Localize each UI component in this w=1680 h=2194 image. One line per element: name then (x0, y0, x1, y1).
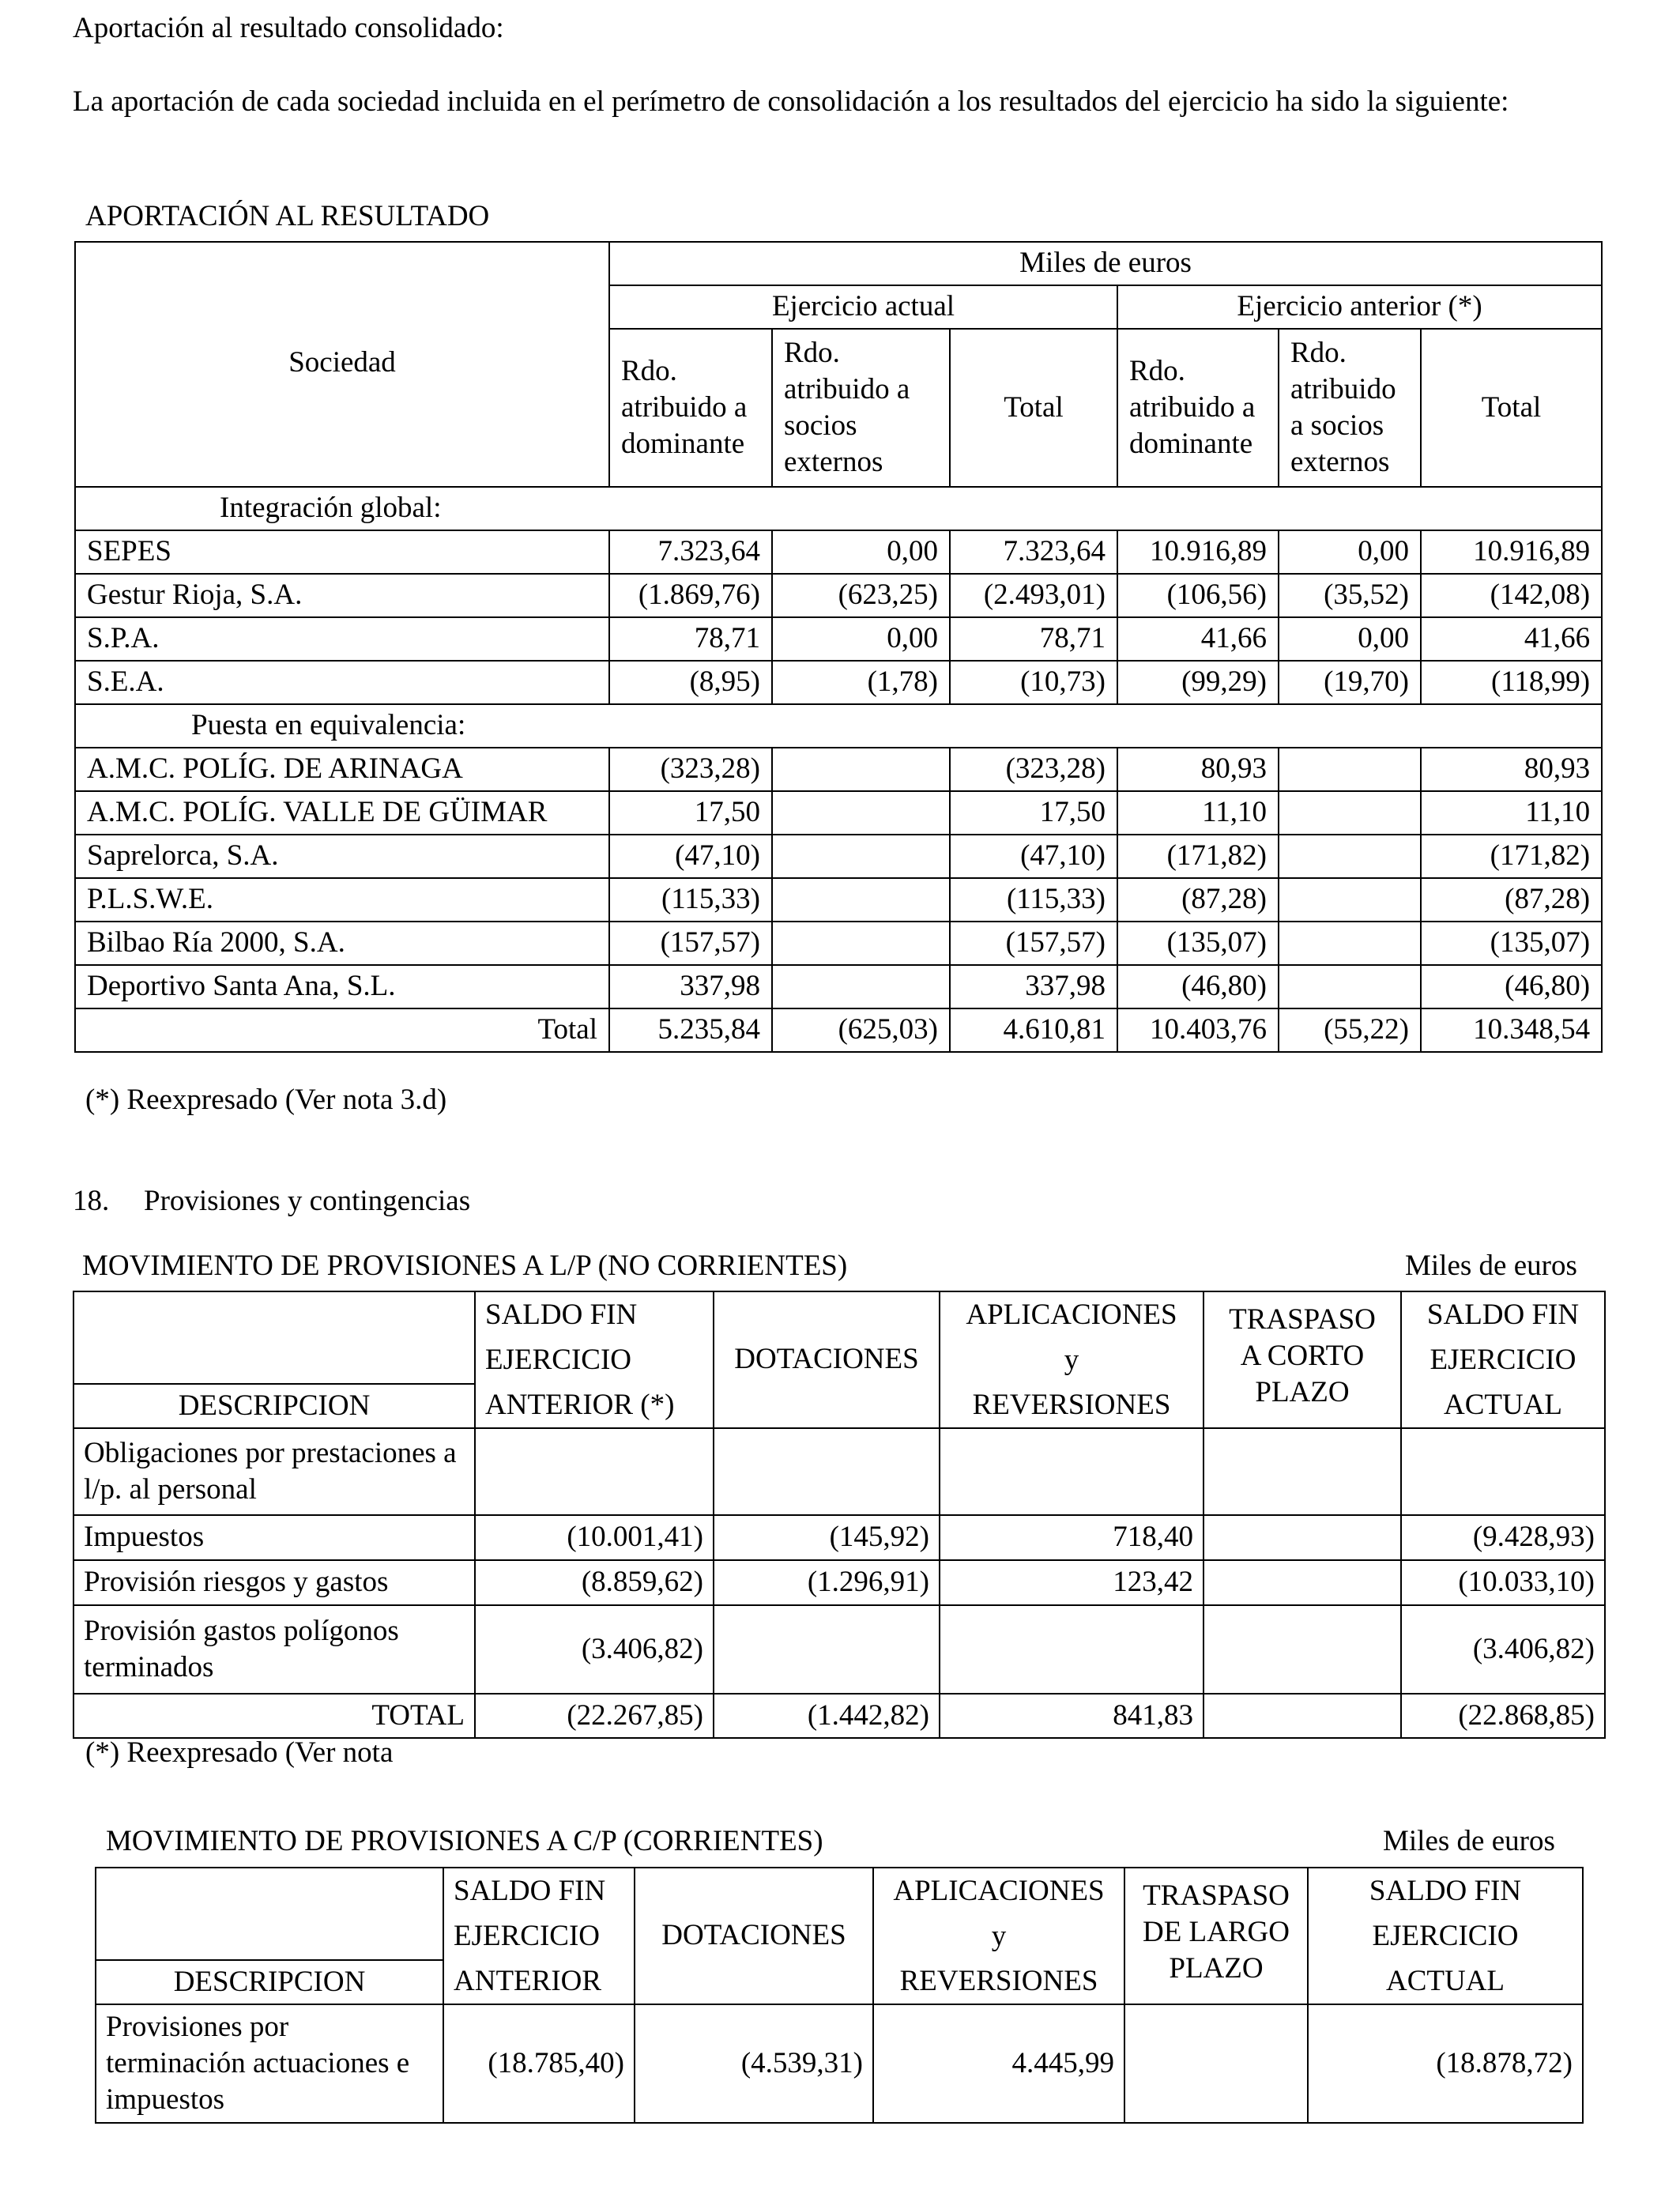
cell: (47,10) (609, 835, 772, 878)
cell: (10,73) (950, 661, 1117, 704)
cell: 10.916,89 (1421, 530, 1602, 574)
cell: (623,25) (772, 574, 950, 617)
table-row (96, 2004, 1583, 2123)
table-row (75, 835, 1602, 878)
total-label: Total (75, 1008, 609, 1052)
header-rdo-socios: Rdo. atribuido a socios externos (772, 329, 950, 487)
table-row (75, 574, 1602, 617)
header-line: TRASPASO (1143, 1879, 1290, 1912)
cell (940, 1605, 1203, 1694)
header-traspaso (1124, 1868, 1308, 2004)
cell: (8,95) (609, 661, 772, 704)
cell: 41,66 (1421, 617, 1602, 661)
cell: 337,98 (609, 965, 772, 1008)
cell: (118,99) (1421, 661, 1602, 704)
cell (1279, 878, 1421, 922)
cell: 5.235,84 (609, 1008, 772, 1052)
cell: (10.033,10) (1401, 1560, 1605, 1605)
intro-paragraph: La aportación de cada sociedad incluida en el perímetro de consolidación a los resultados del ejercicio ha sido la siguiente: (73, 85, 1509, 118)
header-saldo-anterior (443, 1868, 635, 2004)
total-row (75, 1008, 1602, 1052)
cell: (46,80) (1117, 965, 1279, 1008)
cell: 718,40 (940, 1515, 1203, 1560)
row-label: Deportivo Santa Ana, S.L. (75, 965, 609, 1008)
cell: 0,00 (772, 530, 950, 574)
table-row (73, 1428, 1605, 1515)
row-label: Impuestos (73, 1515, 475, 1560)
cell: (3.406,82) (1401, 1605, 1605, 1694)
row-label: Bilbao Ría 2000, S.A. (75, 922, 609, 965)
cell: 10.403,76 (1117, 1008, 1279, 1052)
section-18-title: Provisiones y contingencias (144, 1185, 471, 1217)
cell: (8.859,62) (475, 1560, 714, 1605)
cell: (145,92) (714, 1515, 940, 1560)
row-label: A.M.C. POLÍG. DE ARINAGA (75, 748, 609, 791)
cell: 10.348,54 (1421, 1008, 1602, 1052)
cell (772, 878, 950, 922)
cell (772, 922, 950, 965)
header-line: SALDO FIN (454, 1875, 606, 1907)
cell: 17,50 (950, 791, 1117, 835)
header-rdo-dominante: Rdo. atribuido a dominante (609, 329, 772, 487)
cell: (19,70) (1279, 661, 1421, 704)
table-row (75, 748, 1602, 791)
header-line: PLAZO (1255, 1376, 1350, 1408)
cell: (157,57) (950, 922, 1117, 965)
cell: (171,82) (1421, 835, 1602, 878)
header-line: EJERCICIO (454, 1920, 600, 1952)
row-label: S.P.A. (75, 617, 609, 661)
table-row (75, 791, 1602, 835)
cell: 41,66 (1117, 617, 1279, 661)
cell (714, 1428, 940, 1515)
cell: (3.406,82) (475, 1605, 714, 1694)
total-row (73, 1694, 1605, 1738)
header-line: PLAZO (1169, 1952, 1264, 1985)
cell: (115,33) (950, 878, 1117, 922)
cell: (323,28) (950, 748, 1117, 791)
cell: 80,93 (1117, 748, 1279, 791)
cell: 841,83 (940, 1694, 1203, 1738)
cell: (2.493,01) (950, 574, 1117, 617)
cell: 0,00 (1279, 530, 1421, 574)
cell: (323,28) (609, 748, 772, 791)
group-puesta-equivalencia: Puesta en equivalencia: (75, 704, 1602, 748)
cell: 4.445,99 (873, 2004, 1124, 2123)
cell: (18.878,72) (1308, 2004, 1583, 2123)
cell (772, 965, 950, 1008)
header-line: ANTERIOR (*) (485, 1389, 675, 1421)
header-aplicaciones (940, 1291, 1203, 1428)
cell: (157,57) (609, 922, 772, 965)
header-line: SALDO FIN (1426, 1299, 1580, 1331)
header-total: Total (950, 329, 1117, 487)
cell: (22.267,85) (475, 1694, 714, 1738)
header-saldo-actual (1308, 1868, 1583, 2004)
cell: (35,52) (1279, 574, 1421, 617)
row-label: Provisión riesgos y gastos (73, 1560, 475, 1605)
row-label: P.L.S.W.E. (75, 878, 609, 922)
contribution-table (74, 241, 1603, 1053)
table2-units: Miles de euros (1405, 1250, 1577, 1282)
header-line: DE LARGO (1142, 1916, 1290, 1948)
cell: 0,00 (772, 617, 950, 661)
row-label: Provisiones por terminación actuaciones e impuestos (96, 2004, 443, 2123)
cell: (106,56) (1117, 574, 1279, 617)
cell: (135,07) (1117, 922, 1279, 965)
header-dotaciones: DOTACIONES (714, 1291, 940, 1428)
table-row (75, 661, 1602, 704)
header-rdo-dominante-ant: Rdo. atribuido a dominante (1117, 329, 1279, 487)
cell: (135,07) (1421, 922, 1602, 965)
header-sociedad: Sociedad (75, 242, 609, 487)
cell (1279, 835, 1421, 878)
section-heading: Aportación al resultado consolidado: (73, 12, 504, 44)
cell (1203, 1560, 1401, 1605)
cell: (9.428,93) (1401, 1515, 1605, 1560)
table-row (75, 878, 1602, 922)
cell: (625,03) (772, 1008, 950, 1052)
header-saldo-actual (1401, 1291, 1605, 1428)
header-total-ant: Total (1421, 329, 1602, 487)
group-integracion-global: Integración global: (75, 487, 1602, 530)
header-descripcion (96, 1868, 443, 2004)
cell: (1,78) (772, 661, 950, 704)
cell: (18.785,40) (443, 2004, 635, 2123)
section-18-number: 18. (73, 1185, 110, 1217)
header-line: SALDO FIN (485, 1299, 638, 1331)
cell: 11,10 (1421, 791, 1602, 835)
cell: (22.868,85) (1401, 1694, 1605, 1738)
row-label: S.E.A. (75, 661, 609, 704)
cell: 17,50 (609, 791, 772, 835)
header-line: EJERCICIO (485, 1344, 631, 1376)
cell (1203, 1428, 1401, 1515)
table-row (73, 1605, 1605, 1694)
cell (475, 1428, 714, 1515)
row-label: A.M.C. POLÍG. VALLE DE GÜIMAR (75, 791, 609, 835)
table3-caption: MOVIMIENTO DE PROVISIONES A C/P (CORRIENTES) (106, 1825, 823, 1857)
table-row (75, 922, 1602, 965)
header-descripcion (73, 1291, 475, 1428)
cell (1401, 1428, 1605, 1515)
table-row (73, 1515, 1605, 1560)
cell: 337,98 (950, 965, 1117, 1008)
row-label: Gestur Rioja, S.A. (75, 574, 609, 617)
header-line: EJERCICIO (1430, 1344, 1576, 1376)
header-line: y (991, 1920, 1007, 1952)
cell (772, 791, 950, 835)
cell: 0,00 (1279, 617, 1421, 661)
cell: (46,80) (1421, 965, 1602, 1008)
provisions-cp-table (95, 1867, 1584, 2124)
cell: 80,93 (1421, 748, 1602, 791)
header-line: ANTERIOR (454, 1965, 602, 1997)
table1-footnote: (*) Reexpresado (Ver nota 3.d) (85, 1084, 447, 1116)
cell (1203, 1515, 1401, 1560)
header-line: y (1064, 1344, 1079, 1376)
cell: (1.869,76) (609, 574, 772, 617)
cell: (4.539,31) (635, 2004, 873, 2123)
header-line: A CORTO (1240, 1340, 1365, 1372)
cell: (142,08) (1421, 574, 1602, 617)
header-rdo-socios-ant: Rdo. atribuido a socios externos (1279, 329, 1421, 487)
cell (772, 835, 950, 878)
cell: (1.442,82) (714, 1694, 940, 1738)
total-label: TOTAL (73, 1694, 475, 1738)
table-row (75, 965, 1602, 1008)
cell: (115,33) (609, 878, 772, 922)
header-line: REVERSIONES (899, 1965, 1098, 1997)
header-line: APLICACIONES (893, 1875, 1105, 1907)
cell: 7.323,64 (950, 530, 1117, 574)
cell: 7.323,64 (609, 530, 772, 574)
cell (1279, 748, 1421, 791)
header-line: ACTUAL (1385, 1965, 1505, 1997)
cell: (87,28) (1421, 878, 1602, 922)
cell: (10.001,41) (475, 1515, 714, 1560)
cell: (171,82) (1117, 835, 1279, 878)
cell: 4.610,81 (950, 1008, 1117, 1052)
header-miles: Miles de euros (609, 242, 1602, 285)
header-line: APLICACIONES (966, 1299, 1177, 1331)
table2-caption: MOVIMIENTO DE PROVISIONES A L/P (NO CORRIENTES) (82, 1250, 848, 1282)
cell (940, 1428, 1203, 1515)
cell: 78,71 (950, 617, 1117, 661)
header-line: SALDO FIN (1369, 1875, 1522, 1907)
table-row (73, 1560, 1605, 1605)
table-row (75, 617, 1602, 661)
cell (1279, 791, 1421, 835)
row-label: SEPES (75, 530, 609, 574)
header-ejercicio-anterior: Ejercicio anterior (*) (1117, 285, 1602, 329)
header-aplicaciones (873, 1868, 1124, 2004)
header-descripcion-label: DESCRIPCION (74, 1383, 474, 1427)
row-label: Provisión gastos polígonos terminados (73, 1605, 475, 1694)
header-dotaciones: DOTACIONES (635, 1868, 873, 2004)
cell (1203, 1605, 1401, 1694)
header-ejercicio-actual: Ejercicio actual (609, 285, 1117, 329)
header-saldo-anterior (475, 1291, 714, 1428)
cell: 78,71 (609, 617, 772, 661)
cell (1279, 965, 1421, 1008)
cell: (55,22) (1279, 1008, 1421, 1052)
cell (1124, 2004, 1308, 2123)
table3-units: Miles de euros (1383, 1825, 1555, 1857)
cell: 123,42 (940, 1560, 1203, 1605)
table-row (75, 530, 1602, 574)
header-traspaso (1203, 1291, 1401, 1428)
cell (772, 748, 950, 791)
cell (1203, 1694, 1401, 1738)
cell (1279, 922, 1421, 965)
cell (714, 1605, 940, 1694)
header-line: EJERCICIO (1372, 1920, 1519, 1952)
cell: (87,28) (1117, 878, 1279, 922)
row-label: Saprelorca, S.A. (75, 835, 609, 878)
table1-caption: APORTACIÓN AL RESULTADO (85, 200, 490, 232)
provisions-lp-table (73, 1291, 1606, 1739)
row-label: Obligaciones por prestaciones a l/p. al personal (73, 1428, 475, 1515)
cell: (1.296,91) (714, 1560, 940, 1605)
header-line: ACTUAL (1443, 1389, 1563, 1421)
header-descripcion-label: DESCRIPCION (96, 1959, 443, 2004)
header-line: TRASPASO (1229, 1303, 1376, 1336)
cell: (99,29) (1117, 661, 1279, 704)
cell: 11,10 (1117, 791, 1279, 835)
cell: 10.916,89 (1117, 530, 1279, 574)
header-line: REVERSIONES (972, 1389, 1171, 1421)
cell: (47,10) (950, 835, 1117, 878)
table2-footnote: (*) Reexpresado (Ver nota (85, 1736, 394, 1769)
